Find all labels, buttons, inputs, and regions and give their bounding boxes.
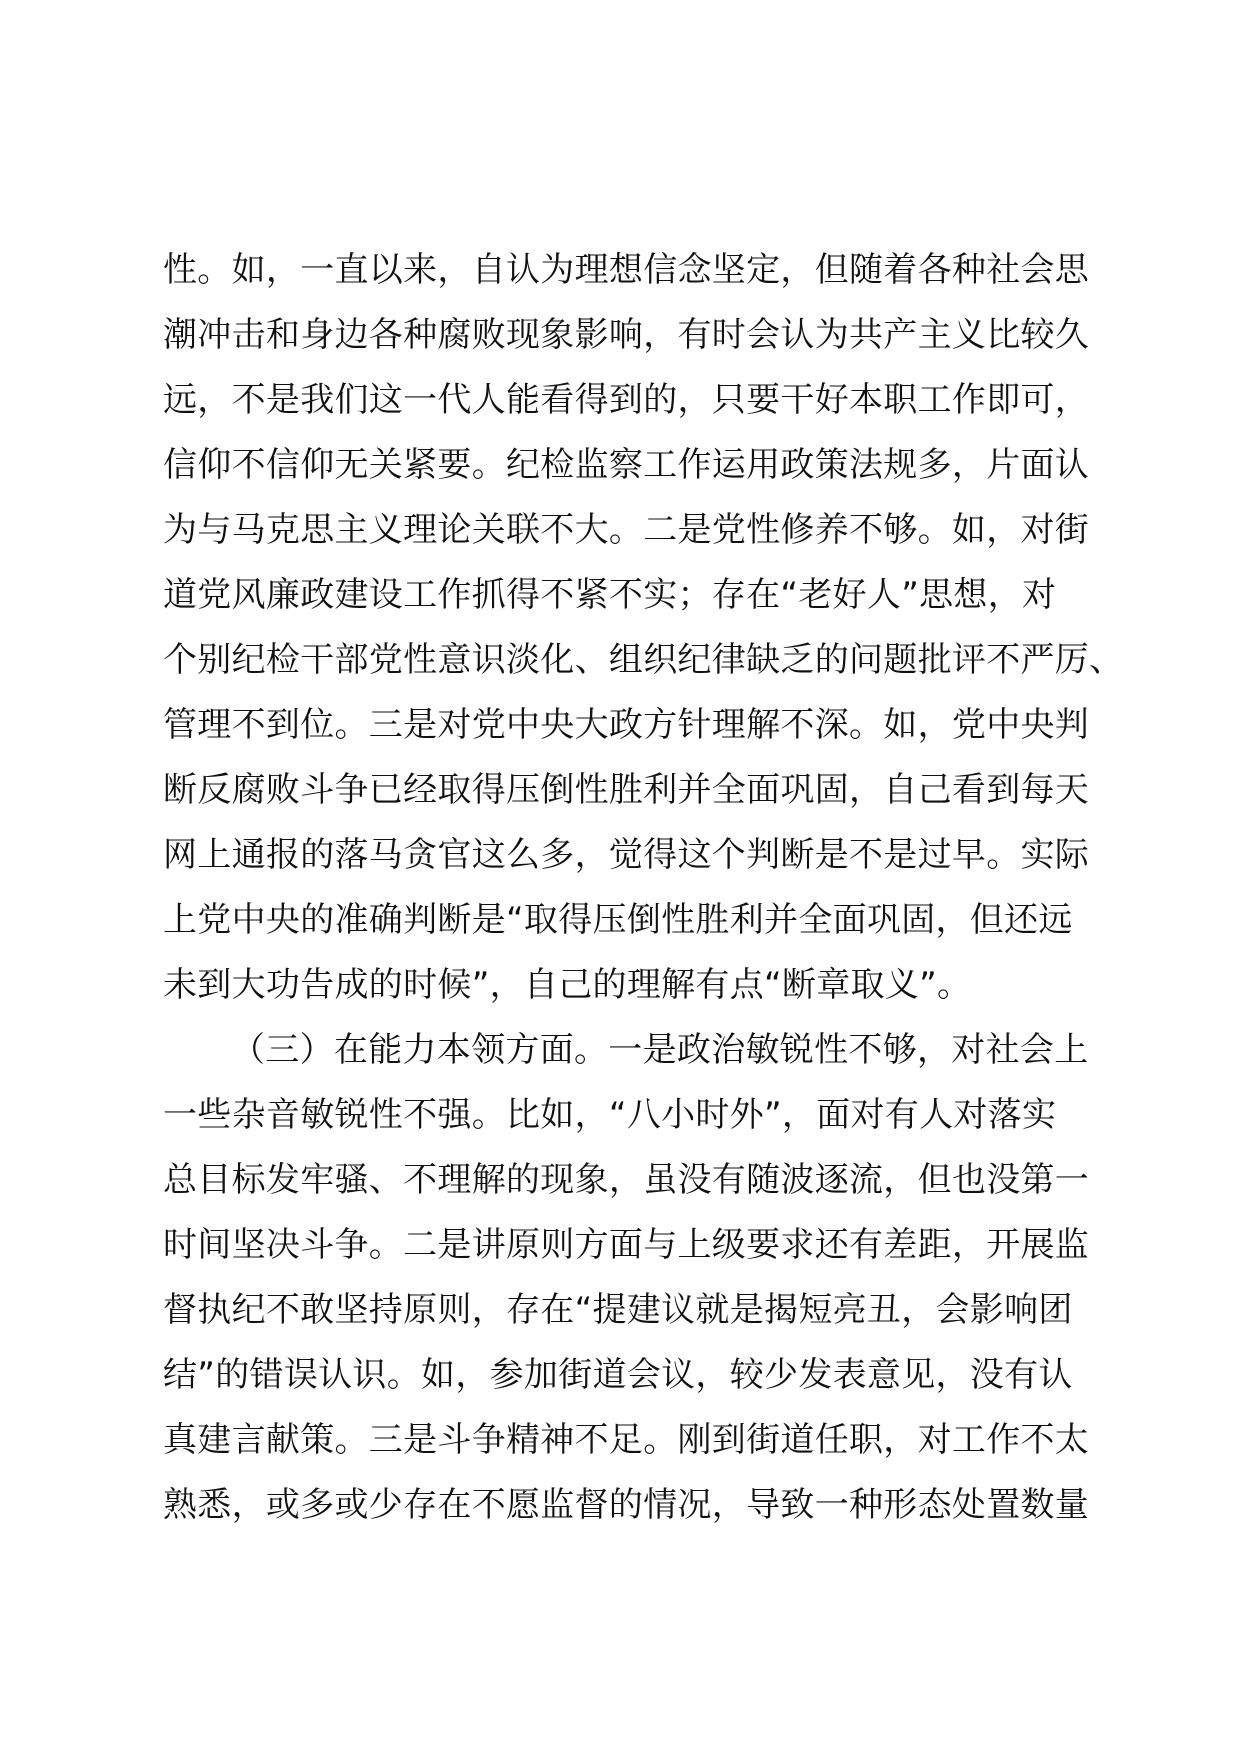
text-line: 未到大功告成的时候”，自己的理解有点“断章取义”。 <box>163 965 972 1005</box>
text-line: 真建言献策。三是斗争精神不足。刚到街道任职，对工作不太 <box>163 1420 1090 1460</box>
text-line: 潮冲击和身边各种腐败现象影响，有时会认为共产主义比较久 <box>163 315 1090 355</box>
text-line: 时间坚决斗争。二是讲原则方面与上级要求还有差距，开展监 <box>163 1225 1090 1265</box>
text-line: 网上通报的落马贪官这么多，觉得这个判断是不是过早。实际 <box>163 835 1090 875</box>
text-line: 上党中央的准确判断是“取得压倒性胜利并全面巩固，但还远 <box>163 900 1073 940</box>
text-line: 道党风廉政建设工作抓得不紧不实；存在“老好人”思想，对 <box>163 575 1057 615</box>
text-line: 熟悉，或多或少存在不愿监督的情况，导致一种形态处置数量 <box>163 1485 1090 1525</box>
text-line: 总目标发牢骚、不理解的现象，虽没有随波逐流，但也没第一 <box>163 1160 1090 1200</box>
text-line: 信仰不信仰无关紧要。纪检监察工作运用政策法规多，片面认 <box>163 445 1090 485</box>
text-line: 督执纪不敢坚持原则，存在“提建议就是揭短亮丑，会影响团 <box>163 1290 1073 1330</box>
text-line: 个别纪检干部党性意识淡化、组织纪律缺乏的问题批评不严厉、 <box>163 640 1124 680</box>
text-line: 管理不到位。三是对党中央大政方针理解不深。如，党中央判 <box>163 705 1090 745</box>
text-line: 断反腐败斗争已经取得压倒性胜利并全面巩固，自己看到每天 <box>163 770 1090 810</box>
text-line: 性。如，一直以来，自认为理想信念坚定，但随着各种社会思 <box>163 250 1090 290</box>
text-line: 一些杂音敏锐性不强。比如，“八小时外”，面对有人对落实 <box>163 1095 1057 1135</box>
body-text <box>163 238 1124 1538</box>
text-line: 远，不是我们这一代人能看得到的，只要干好本职工作即可， <box>163 380 1090 420</box>
text-line: 结”的错误认识。如，参加街道会议，较少发表意见，没有认 <box>163 1355 1073 1395</box>
paragraph-start-line: （三）在能力本领方面。一是政治敏锐性不够，对社会上 <box>231 1030 1089 1070</box>
text-line: 为与马克思主义理论关联不大。二是党性修养不够。如，对街 <box>163 510 1090 550</box>
